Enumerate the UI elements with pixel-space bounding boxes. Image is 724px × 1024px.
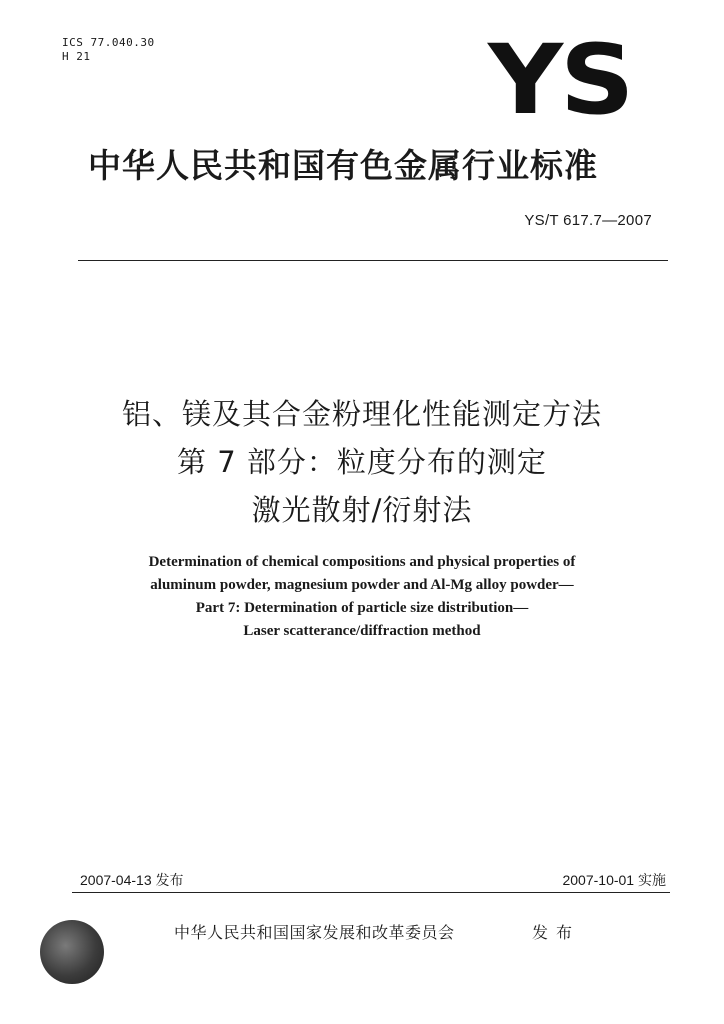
english-title-line-4: Laser scatterance/diffraction method: [243, 623, 481, 639]
clc-code: H 21: [62, 50, 91, 63]
implementation-date: 2007-10-01 实施: [562, 872, 666, 888]
ics-code: ICS 77.040.30: [62, 36, 155, 49]
chinese-title-line-2: 第 7 部分：粒度分布的测定: [177, 445, 547, 479]
standard-number: YS/T 617.7—2007: [524, 212, 652, 229]
bottom-divider: [72, 892, 670, 893]
english-title-line-3: Part 7: Determination of particle size distribution—: [195, 600, 529, 616]
seal-stamp: [40, 920, 104, 984]
english-title-line-1: Determination of chemical compositions and physical properties of: [148, 554, 576, 570]
english-title-line-2: aluminum powder, magnesium powder and Al-Mg alloy powder—: [150, 577, 574, 593]
publish-label: 发布: [532, 923, 581, 942]
chinese-title-line-3: 激光散射/衍射法: [251, 493, 473, 527]
top-divider: [78, 260, 668, 261]
publisher-name: 中华人民共和国国家发展和改革委员会: [174, 923, 455, 942]
standard-title: 中华人民共和国有色金属行业标准: [88, 146, 598, 185]
issue-date: 2007-04-13 发布: [80, 872, 184, 888]
ys-logo: YS: [488, 24, 632, 136]
chinese-title-line-1: 铝、镁及其合金粉理化性能测定方法: [121, 397, 602, 431]
